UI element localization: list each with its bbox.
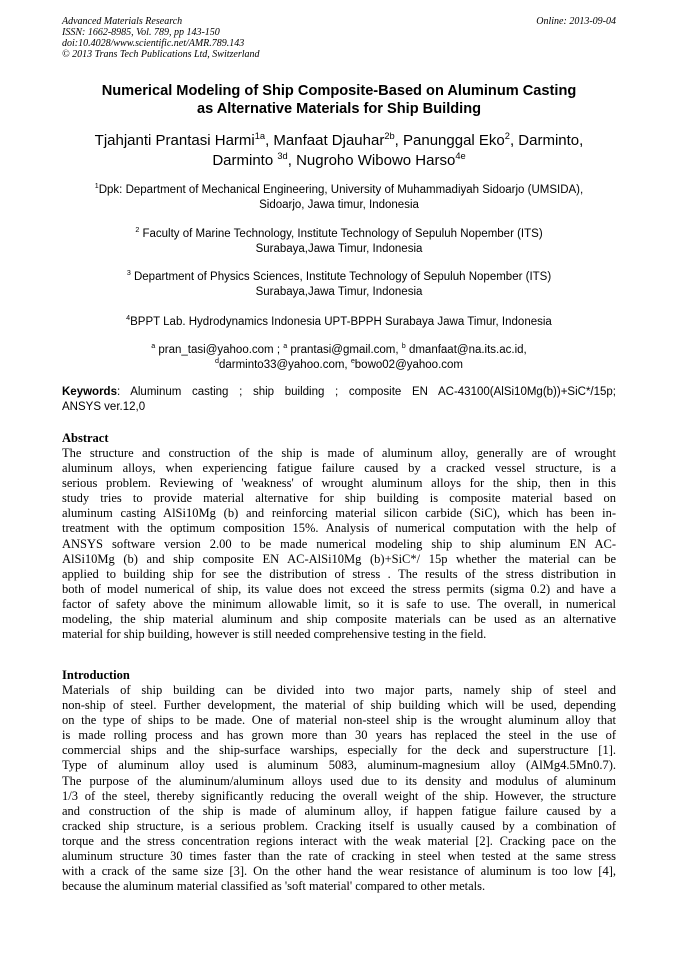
affiliation-1 [62,183,616,213]
text-line: AlSi10Mg (b) and ship composite EN AC-AlSi10Mg (b)+SiC*/ 15p whether the material can be [62,551,616,566]
journal-copyright: © 2013 Trans Tech Publications Ltd, Switzerland [62,49,260,60]
affiliation-text: Department of Physics Sciences, Institute Technology of Sepuluh Nopember (ITS) [130,271,552,283]
text-line: non-ship of steel. Further development, the material of ship building which will be used, depending [62,698,616,713]
text-line: torque and the stress concentration regions interact with the weak material [2]. Cracking pace on the [62,833,616,848]
author-name: Tjahjanti Prantasi Harmi [94,132,255,149]
text-line: 1/3 of the steel, thereby significantly reducing the overall weight of the ship. However, the structure [62,788,616,803]
text-line: ANSYS software version 2.00 to be made numerical modeling ship to ship aluminum EN AC- [62,536,616,551]
text-line: aluminum structure 30 times faster than the rate of cracking in steel when tested at the same stress [62,849,616,864]
author-line-1: Tjahjanti Prantasi Harmi$^{1a}$, Manfaat Djauhar$^{2b}$, Panunggal Eko$^2$, Darminto, [94,131,584,149]
online-date: Online: 2013-09-04 [536,16,616,27]
affiliation-mark: 4 [126,314,131,323]
affiliation-text: Surabaya,Jawa Timur, Indonesia [255,286,423,298]
author-name: Nugroho Wibowo Harso [296,152,456,169]
author-list [62,131,616,171]
affiliation-text: BPPT Lab. Hydrodynamics Indonesia UPT-BPPH Surabaya Jawa Timur, Indonesia [130,316,552,328]
abstract-heading: Abstract [62,431,109,445]
title-line-2: as Alternative Materials for Ship Building [196,101,482,117]
email-mark: a [283,342,288,351]
text-line: serious problem. Reviewing of 'weakness' of wrought aluminum alloys for the ship, then in this [62,476,616,491]
author-line-2: Darminto $^{3d}$, Nugroho Wibowo Harso$^{4e}$ [212,151,466,169]
text-line: study tries to provide material alternative for ship building is composite material based on [62,491,616,506]
author-affiliation-mark: 3d [277,151,288,161]
author-name: Panunggal Eko [403,132,505,149]
email-block [62,343,616,373]
email-address[interactable]: darminto33@yahoo.com, [218,359,351,371]
text-line: because the aluminum material classified as 'soft material' compared to other metals. [62,879,486,894]
paper-title [62,82,616,118]
text-line: both of model numerical of ship, its value does not exceed the stress permits (sigma 0.2) and have a [62,581,616,596]
text-line: aluminum alloys, when experiencing fatigue failure caused by a cracked vessel structure, is a [62,461,616,476]
journal-name: Advanced Materials Research [62,16,183,27]
affiliation-text: Dpk: Department of Mechanical Engineering, University of Muhammadiyah Sidoarjo (UMSIDA), [98,184,584,196]
page-header [62,16,616,60]
journal-issn: ISSN: 1662-8985, Vol. 789, pp 143-150 [62,27,220,38]
email-address[interactable]: pran_tasi@yahoo.com ; [155,344,284,356]
author-name: Darminto, [518,132,584,149]
affiliation-mark: 2 [135,226,140,235]
text-line: applied to building ship for see the distribution of stress . The results of the stress distribution in [62,566,616,581]
keywords [62,385,616,415]
author-affiliation-mark: 1a [254,131,266,141]
introduction-heading: Introduction [62,668,130,682]
email-mark: d [214,357,219,366]
affiliation-text: Surabaya,Jawa Timur, Indonesia [255,243,423,255]
text-line: aluminum casting AlSi10Mg (b) and reinforcing material silicon carbide (SiC), which has been in- [62,506,616,521]
author-affiliation-mark: 2 [504,131,510,141]
affiliation-mark: 1 [94,182,99,191]
author-name: Darminto [212,152,278,169]
text-line: Materials of ship building can be divided into two major parts, namely ship of steel and [62,683,616,697]
affiliation-3 [62,270,616,300]
email-mark: b [401,342,406,351]
abstract-body [62,446,616,642]
affiliation-2 [62,227,616,257]
introduction-body [62,683,616,894]
keywords-label: Keywords [62,386,117,398]
author-affiliation-mark: 4e [455,151,466,161]
text-line: and construction of the ship is made of aluminum alloy, if happen fatigue failure caused by a [62,803,616,818]
title-line-1: Numerical Modeling of Ship Composite-Based on Aluminum Casting [101,83,577,99]
text-line: on the type of ships to be made. One of material non-steel ship is the wrought aluminum alloy that [62,713,616,728]
affiliation-text: Sidoarjo, Jawa timur, Indonesia [259,199,419,211]
author-affiliation-mark: 2b [384,131,395,141]
keywords-text: : Aluminum casting ; ship building ; composite EN AC-43100(AlSi10Mg(b))+SiC*/15p; [116,386,616,398]
author-name: Manfaat Djauhar [273,132,385,149]
text-line: factor of safety above the minimum allowable limit, so it is safe to use. The overall, in numerical [62,596,616,611]
text-line: The structure and construction of the ship is made of aluminum alloy, generally are of wrought [62,446,616,460]
email-mark: a [151,342,156,351]
text-line: Type of aluminum alloy used is aluminum 5083, aluminum-magnesium alloy (AlMg4.5Mn0.7). [62,758,616,773]
email-address[interactable]: dmanfaat@na.its.ac.id, [405,344,527,356]
keywords-text: ANSYS ver.12,0 [62,401,146,413]
affiliation-mark: 3 [126,269,131,278]
text-line: The purpose of the aluminum/aluminum alloys used due to its density and modulus of aluminum [62,773,616,788]
email-address[interactable]: bowo02@yahoo.com [354,359,463,371]
text-line: modeling, the ship material aluminum and ship composite materials can be used as an alternative [62,612,616,627]
text-line: cracked ship structure, is a serious problem. Cracking itself is usually caused by a combination of [62,818,616,833]
affiliation-text: Faculty of Marine Technology, Institute Technology of Sepuluh Nopember (ITS) [139,228,543,240]
text-line: treatment with the optimum composition 15%. Analysis of numerical computation with the help of [62,521,616,536]
email-address[interactable]: prantasi@gmail.com, [287,344,402,356]
text-line: material for ship building, however is still needed comprehensive testing in the field. [62,627,487,642]
affiliation-4 [62,315,616,330]
text-line: commercial ships and the ship-surface warships, especially for the deck and superstructure [1]. [62,743,616,758]
text-line: with a crack of the same size [3]. On the other hand the wear resistance of aluminum is too low [4], [62,864,616,879]
text-line: is made rolling process and has grown more than 30 years has replaced the steel in the use of [62,728,616,743]
email-mark: e [350,357,355,366]
journal-doi: doi:10.4028/www.scientific.net/AMR.789.143 [62,38,245,49]
